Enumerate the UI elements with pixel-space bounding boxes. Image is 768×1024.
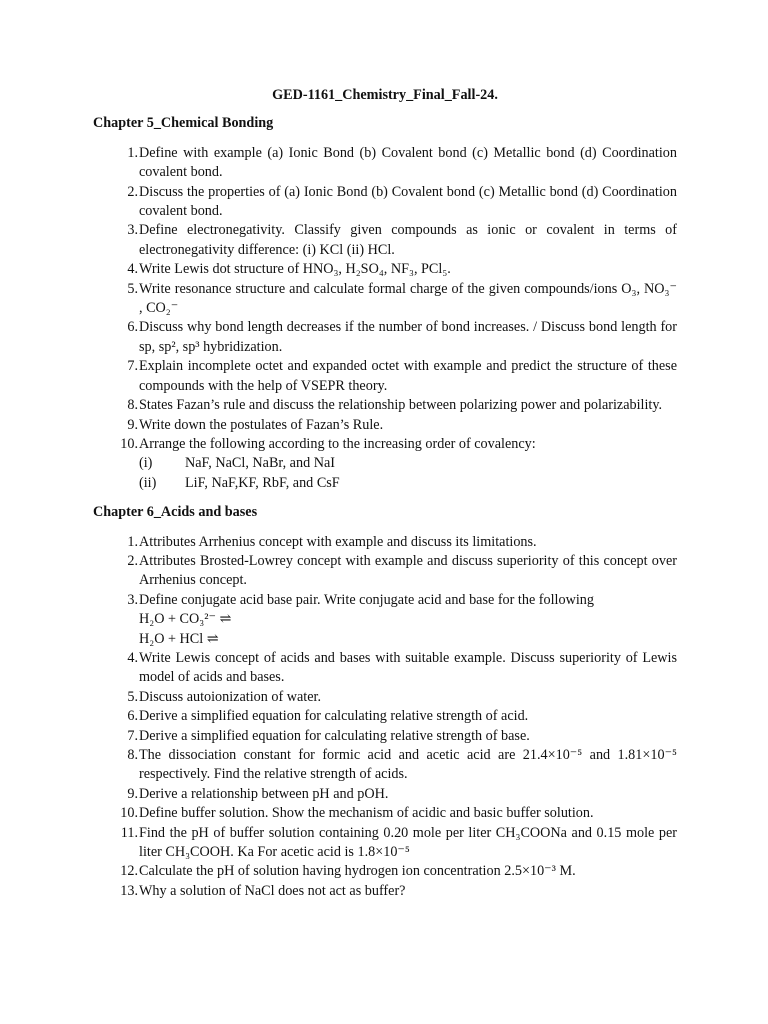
sub-item-text: LiF, NaF,KF, RbF, and CsF xyxy=(185,474,340,491)
equation-line: H₂O + CO₃²⁻ ⇌ xyxy=(139,611,232,628)
list-item xyxy=(93,416,677,435)
question-text: Define buffer solution. Show the mechanism of acidic and basic buffer solution. xyxy=(139,805,594,822)
question-number: 2. xyxy=(127,552,138,569)
question-number: 11. xyxy=(120,824,138,841)
question-text: Derive a simplified equation for calculating relative strength of base. xyxy=(139,727,530,744)
question-number: 6. xyxy=(127,708,138,725)
list-item xyxy=(93,688,677,707)
sub-item-label: (ii) xyxy=(139,474,157,491)
question-text: Derive a simplified equation for calculating relative strength of acid. xyxy=(139,708,529,725)
question-number: 3. xyxy=(127,591,138,608)
question-number: 2. xyxy=(127,183,138,200)
question-text: Attributes Arrhenius concept with example and discuss its limitations. xyxy=(139,533,537,550)
list-item xyxy=(93,280,677,319)
list-item xyxy=(93,533,677,552)
question-number: 5. xyxy=(127,280,138,297)
question-number: 8. xyxy=(127,747,138,763)
question-number: 9. xyxy=(127,416,138,433)
question-text: Define with example (a) Ionic Bond (b) Covalent bond (c) Metallic bond (d) Coordination covalent bond. xyxy=(139,144,677,181)
question-number: 8. xyxy=(127,397,138,414)
question-number: 9. xyxy=(127,785,138,802)
list-item xyxy=(93,804,677,823)
question-text: Discuss why bond length decreases if the number of bond increases. / Discuss bond length for sp, sp², sp³ hybridization. xyxy=(139,319,677,355)
question-number: 5. xyxy=(127,688,138,705)
list-item xyxy=(93,824,677,863)
sub-item-text: NaF, NaCl, NaBr, and NaI xyxy=(185,455,335,472)
chapter-5-question-list xyxy=(93,144,677,493)
sub-item xyxy=(139,454,677,473)
list-item xyxy=(93,221,677,260)
question-number: 10. xyxy=(120,805,138,822)
question-text: Attributes Brosted-Lowrey concept with example and discuss superiority of this concept over Arrhenius concept. xyxy=(139,552,677,589)
question-text: Discuss the properties of (a) Ionic Bond (b) Covalent bond (c) Metallic bond (d) Coordination covalent bond. xyxy=(139,183,677,220)
question-number: 3. xyxy=(127,222,138,239)
question-number: 13. xyxy=(120,882,138,899)
list-item xyxy=(93,862,677,881)
question-number: 1. xyxy=(127,533,138,550)
question-text: Define electronegativity. Classify given compounds as ionic or covalent in terms of electronegativity difference: (i) KCl (ii) HCl. xyxy=(139,222,677,258)
question-text: Write down the postulates of Fazan’s Rule. xyxy=(139,416,384,433)
chapter-6-question-list xyxy=(93,533,677,902)
question-text: Find the pH of buffer solution containing 0.20 mole per liter CH₃COONa and 0.15 mole per liter CH₃COOH. Ka For acetic acid is 1.8×10⁻⁵ xyxy=(139,824,677,861)
question-text: States Fazan’s rule and discuss the relationship between polarizing power and polarizability. xyxy=(139,397,663,414)
sub-item xyxy=(139,474,677,493)
question-number: 1. xyxy=(127,144,138,161)
list-item xyxy=(93,746,677,785)
list-item xyxy=(93,707,677,726)
question-number: 4. xyxy=(127,261,138,278)
list-item xyxy=(93,649,677,688)
question-text: Write Lewis dot structure of HNO₃, H₂SO₄, NF₃, PCl₅. xyxy=(139,261,451,278)
list-item xyxy=(93,260,677,279)
list-item xyxy=(93,183,677,222)
list-item xyxy=(93,591,677,649)
question-text: Arrange the following according to the increasing order of covalency: xyxy=(139,435,536,452)
question-number: 7. xyxy=(127,358,138,375)
list-item xyxy=(93,552,677,591)
question-text: The dissociation constant for formic acid and acetic acid are 21.4×10⁻⁵ and 1.81×10⁻⁵ respectively. Find the relative strength of acids. xyxy=(139,747,677,783)
question-text: Calculate the pH of solution having hydrogen ion concentration 2.5×10⁻³ M. xyxy=(139,863,576,880)
question-text: Write Lewis concept of acids and bases with suitable example. Discuss superiority of Lewis model of acids and bases. xyxy=(139,649,677,686)
question-text: Why a solution of NaCl does not act as buffer? xyxy=(139,882,406,899)
list-item xyxy=(93,435,677,493)
question-text: Derive a relationship between pH and pOH. xyxy=(139,785,389,802)
question-number: 4. xyxy=(127,649,138,666)
list-item xyxy=(93,318,677,357)
list-item xyxy=(93,727,677,746)
question-body xyxy=(139,591,677,649)
document-title: GED-1161_Chemistry_Final_Fall-24. xyxy=(272,87,498,103)
question-number: 12. xyxy=(120,863,138,880)
list-item xyxy=(93,144,677,183)
question-body xyxy=(139,435,677,493)
list-item xyxy=(93,785,677,804)
question-text: Discuss autoionization of water. xyxy=(139,688,322,705)
list-item xyxy=(93,396,677,415)
list-item xyxy=(93,357,677,396)
question-number: 7. xyxy=(127,727,138,744)
list-item xyxy=(93,882,677,901)
chapter-5-heading: Chapter 5_Chemical Bonding xyxy=(93,115,274,132)
question-number: 10. xyxy=(120,435,138,452)
chapter-6-heading: Chapter 6_Acids and bases xyxy=(93,504,258,521)
equation-line: H₂O + HCl ⇌ xyxy=(139,630,219,647)
question-text: Explain incomplete octet and expanded octet with example and predict the structure of these compounds with the help of VSEPR theory. xyxy=(139,358,677,394)
sub-item-label: (i) xyxy=(139,455,153,472)
question-text: Define conjugate acid base pair. Write conjugate acid and base for the following xyxy=(139,591,594,608)
question-text: Write resonance structure and calculate formal charge of the given compounds/ions O₃, NO₃⁻ , CO₂⁻ xyxy=(139,280,677,317)
question-number: 6. xyxy=(127,319,138,336)
